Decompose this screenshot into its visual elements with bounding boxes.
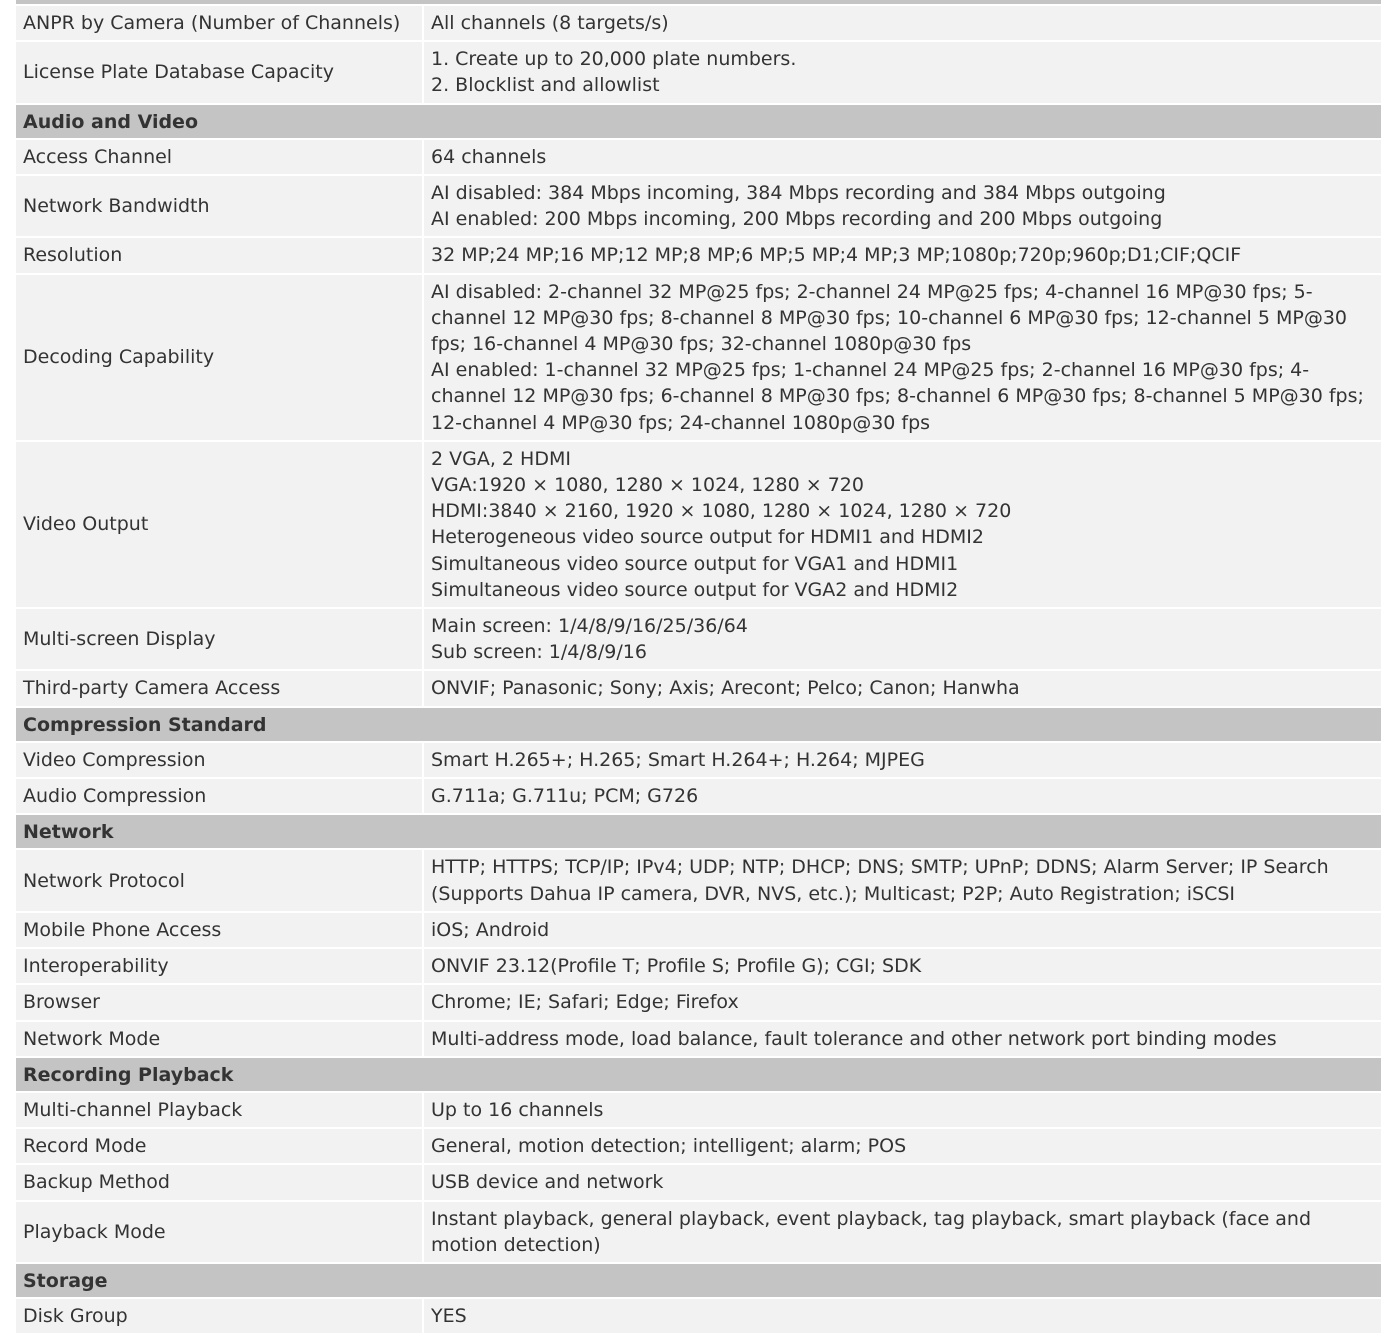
spec-label: Interoperability [16, 949, 424, 983]
spec-label: Multi-channel Playback [16, 1093, 424, 1127]
spec-label: Access Channel [16, 140, 424, 174]
spec-row [16, 985, 1381, 1019]
spec-value-line: HTTP; HTTPS; TCP/IP; IPv4; UDP; NTP; DHCP; DNS; SMTP; UPnP; DDNS; Alarm Server; IP Search (Supports Dahua IP camera, DVR, NVS, etc.); Multicast; P2P; Auto Registration; iSCSI [431, 856, 1329, 905]
spec-value [424, 985, 1381, 1019]
spec-value-line: Instant playback, general playback, event playback, tag playback, smart playback (face and motion detection) [431, 1207, 1312, 1256]
spec-value [424, 1202, 1381, 1262]
section-header-row [16, 105, 1381, 138]
spec-value [424, 176, 1381, 236]
spec-row [16, 743, 1381, 777]
spec-label: Record Mode [16, 1129, 424, 1163]
spec-row [16, 1129, 1381, 1163]
spec-value-line: AI disabled: 384 Mbps incoming, 384 Mbps recording and 384 Mbps outgoing [431, 182, 1166, 205]
spec-label: Backup Method [16, 1165, 424, 1199]
spec-value-line: AI disabled: 2-channel 32 MP@25 fps; 2-channel 24 MP@25 fps; 4-channel 16 MP@30 fps; 5-channel 12 MP@30 fps; 8-channel 8 MP@30 fps; 10-channel 6 MP@30 fps; 12-channel 5 MP@30 fps; 16-channel 4 MP@30 fps; 32-channel 1080p@30 fps [431, 280, 1347, 356]
specification-table [16, 0, 1381, 1335]
spec-value-line: Sub screen: 1/4/8/9/16 [431, 641, 647, 664]
spec-value-line: Smart H.265+; H.265; Smart H.264+; H.264; MJPEG [431, 748, 925, 771]
spec-value-line: Simultaneous video source output for VGA1 and HDMI1 [431, 552, 959, 575]
section-header-title: Network [16, 815, 1381, 848]
spec-value-line: ONVIF; Panasonic; Sony; Axis; Arecont; Pelco; Canon; Hanwha [431, 677, 1020, 700]
spec-value [424, 671, 1381, 705]
spec-value-line: 2. Blocklist and allowlist [431, 74, 660, 97]
spec-row [16, 442, 1381, 607]
spec-row [16, 1022, 1381, 1056]
spec-value-line: 2 VGA, 2 HDMI [431, 447, 571, 470]
section-header-strip [16, 0, 1381, 4]
spec-value-line: HDMI:3840 × 2160, 1920 × 1080, 1280 × 1024, 1280 × 720 [431, 500, 1012, 523]
spec-value-line: All channels (8 targets/s) [431, 12, 669, 34]
spec-label: Decoding Capability [16, 275, 424, 440]
spec-row [16, 176, 1381, 236]
spec-label: ANPR by Camera (Number of Channels) [16, 6, 424, 40]
section-header-row [16, 1264, 1381, 1297]
section-header-title: Storage [16, 1264, 1381, 1297]
spec-row [16, 609, 1381, 669]
spec-value [424, 275, 1381, 440]
spec-label: Network Protocol [16, 850, 424, 910]
spec-value-line: Main screen: 1/4/8/9/16/25/36/64 [431, 615, 748, 638]
section-header-row [16, 815, 1381, 848]
spec-row [16, 671, 1381, 705]
spec-value [424, 238, 1381, 272]
spec-row [16, 238, 1381, 272]
spec-value-line: G.711a; G.711u; PCM; G726 [431, 785, 699, 808]
spec-row [16, 1165, 1381, 1199]
spec-value [424, 140, 1381, 174]
spec-row [16, 6, 1381, 40]
spec-label: License Plate Database Capacity [16, 42, 424, 102]
section-header-cell [16, 0, 1381, 4]
section-header-row [16, 1058, 1381, 1091]
spec-value-line: General, motion detection; intelligent; alarm; POS [431, 1135, 907, 1158]
spec-value [424, 6, 1381, 40]
spec-row [16, 140, 1381, 174]
spec-label: Audio Compression [16, 779, 424, 813]
spec-row [16, 1299, 1381, 1333]
spec-label: Video Compression [16, 743, 424, 777]
section-header-title: Audio and Video [16, 105, 1381, 138]
spec-row [16, 275, 1381, 440]
spec-value-line: ONVIF 23.12(Profile T; Profile S; Profile G); CGI; SDK [431, 955, 922, 978]
spec-row [16, 779, 1381, 813]
spec-value-line: AI enabled: 1-channel 32 MP@25 fps; 1-channel 24 MP@25 fps; 2-channel 16 MP@30 fps; 4-channel 12 MP@30 fps; 6-channel 8 MP@30 fps; 8-channel 6 MP@30 fps; 8-channel 5 MP@30 fps; 12-channel 4 MP@30 fps; 24-channel 1080p@30 fps [431, 359, 1364, 434]
spec-value [424, 42, 1381, 102]
specification-table-body [16, 0, 1381, 1333]
spec-value [424, 913, 1381, 947]
spec-row [16, 42, 1381, 102]
spec-row [16, 850, 1381, 910]
spec-value [424, 1093, 1381, 1127]
section-header-row [16, 708, 1381, 741]
spec-label: Network Mode [16, 1022, 424, 1056]
spec-value [424, 609, 1381, 669]
spec-value [424, 442, 1381, 607]
spec-label: Resolution [16, 238, 424, 272]
spec-value-line: 64 channels [431, 145, 547, 168]
spec-value-line: Chrome; IE; Safari; Edge; Firefox [431, 991, 739, 1014]
section-header-title: Recording Playback [16, 1058, 1381, 1091]
spec-value-line: Heterogeneous video source output for HDMI1 and HDMI2 [431, 526, 984, 549]
spec-value [424, 779, 1381, 813]
spec-value [424, 743, 1381, 777]
spec-value [424, 1022, 1381, 1056]
spec-label: Browser [16, 985, 424, 1019]
spec-label: Disk Group [16, 1299, 424, 1333]
spec-row [16, 1093, 1381, 1127]
spec-label: Mobile Phone Access [16, 913, 424, 947]
spec-value [424, 1129, 1381, 1163]
spec-value-line: YES [431, 1305, 467, 1328]
spec-value-line: Multi-address mode, load balance, fault tolerance and other network port binding modes [431, 1027, 1277, 1050]
spec-value-line: iOS; Android [431, 918, 550, 941]
spec-value [424, 1165, 1381, 1199]
spec-value-line: Simultaneous video source output for VGA2 and HDMI2 [431, 578, 959, 601]
spec-label: Third-party Camera Access [16, 671, 424, 705]
section-header-title: Compression Standard [16, 708, 1381, 741]
spec-label: Playback Mode [16, 1202, 424, 1262]
spec-value-line: VGA:1920 × 1080, 1280 × 1024, 1280 × 720 [431, 474, 864, 497]
spec-value [424, 850, 1381, 910]
spec-value-line: 32 MP;24 MP;16 MP;12 MP;8 MP;6 MP;5 MP;4 MP;3 MP;1080p;720p;960p;D1;CIF;QCIF [431, 244, 1242, 267]
spec-label: Network Bandwidth [16, 176, 424, 236]
spec-value [424, 949, 1381, 983]
spec-value-line: 1. Create up to 20,000 plate numbers. [431, 48, 797, 71]
spec-value-line: AI enabled: 200 Mbps incoming, 200 Mbps recording and 200 Mbps outgoing [431, 208, 1163, 231]
spec-label: Multi-screen Display [16, 609, 424, 669]
spec-value-line: Up to 16 channels [431, 1098, 604, 1121]
spec-row [16, 1202, 1381, 1262]
spec-label: Video Output [16, 442, 424, 607]
spec-row [16, 913, 1381, 947]
spec-row [16, 949, 1381, 983]
spec-value [424, 1299, 1381, 1333]
spec-value-line: USB device and network [431, 1171, 664, 1194]
